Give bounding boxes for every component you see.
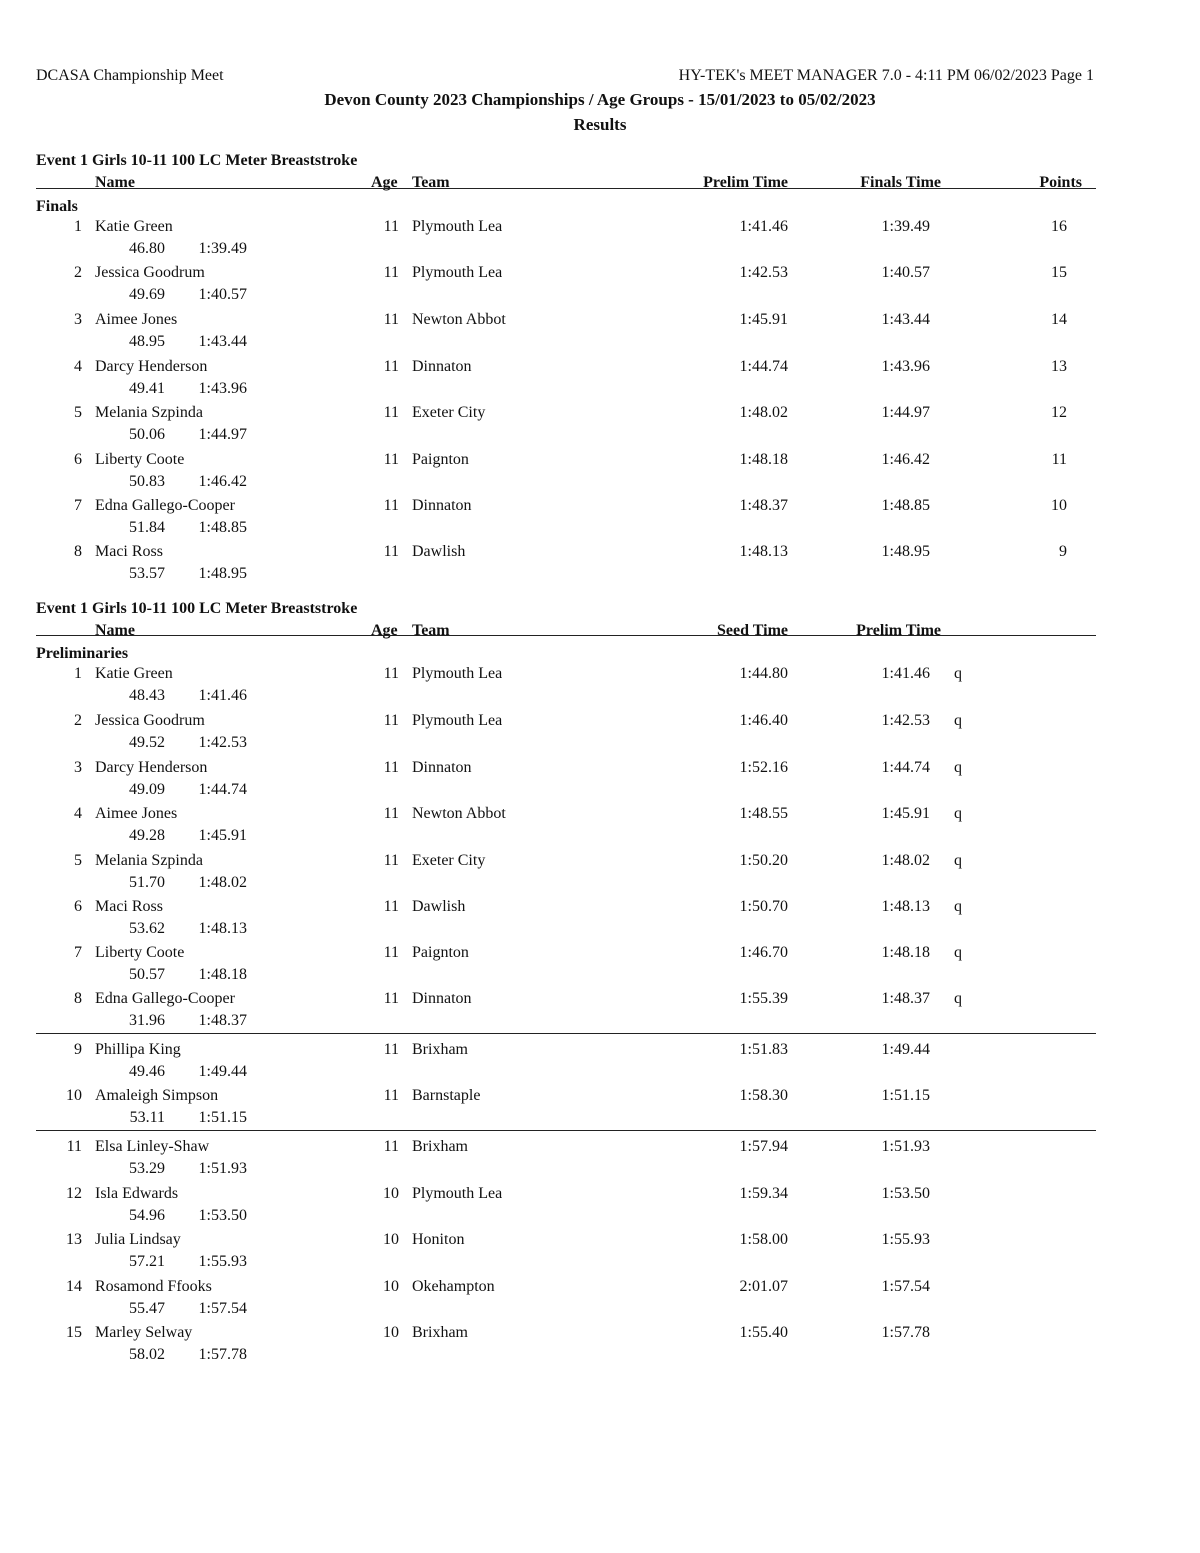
split-100m: 1:48.13 (198, 920, 247, 937)
team-name: Dinnaton (412, 759, 472, 776)
finals-col-time2: Finals Time (860, 174, 941, 191)
swimmer-name: Jessica Goodrum (95, 264, 205, 281)
split-50m: 49.46 (129, 1063, 165, 1080)
page-title: Devon County 2023 Championships / Age Groups - 15/01/2023 to 05/02/2023 (324, 90, 876, 109)
time-col-1: 1:45.91 (739, 311, 788, 328)
split-50m: 48.95 (129, 333, 165, 350)
team-name: Plymouth Lea (412, 1185, 503, 1202)
split-50m: 58.02 (129, 1346, 165, 1363)
qualifier-mark: q (954, 852, 962, 869)
swimmer-age: 11 (383, 990, 399, 1007)
prelims-header-rule (36, 635, 1096, 636)
qualifier-mark: q (954, 990, 962, 1007)
swimmer-age: 11 (383, 944, 399, 961)
time-col-2: 1:49.44 (881, 1041, 930, 1058)
time-col-1: 1:50.20 (739, 852, 788, 869)
time-col-1: 1:59.34 (739, 1185, 788, 1202)
team-name: Exeter City (412, 404, 486, 421)
split-50m: 49.28 (129, 827, 165, 844)
time-col-1: 1:51.83 (739, 1041, 788, 1058)
team-name: Newton Abbot (412, 805, 506, 822)
time-col-2: 1:43.44 (881, 311, 930, 328)
split-100m: 1:48.37 (198, 1012, 247, 1029)
split-100m: 1:49.44 (198, 1063, 247, 1080)
split-100m: 1:39.49 (198, 240, 247, 257)
finals-col-points: Points (1039, 174, 1082, 191)
swimmer-age: 10 (383, 1324, 399, 1341)
time-col-2: 1:48.95 (881, 543, 930, 560)
swimmer-age: 11 (383, 358, 399, 375)
points-value: 16 (1051, 218, 1067, 235)
time-col-1: 1:48.13 (739, 543, 788, 560)
split-50m: 49.69 (129, 286, 165, 303)
swimmer-name: Amaleigh Simpson (95, 1087, 219, 1104)
time-col-2: 1:48.13 (881, 898, 930, 915)
swimmer-name: Edna Gallego-Cooper (95, 990, 235, 1007)
split-100m: 1:46.42 (198, 473, 247, 490)
split-100m: 1:48.18 (198, 966, 247, 983)
place-number: 10 (66, 1087, 82, 1104)
place-number: 3 (74, 759, 82, 776)
split-100m: 1:44.74 (198, 781, 247, 798)
swimmer-age: 11 (383, 805, 399, 822)
prelims-col-time2: Prelim Time (856, 622, 941, 639)
software-stamp: HY-TEK's MEET MANAGER 7.0 - 4:11 PM 06/02/2023 Page 1 (678, 67, 1094, 84)
swimmer-name: Melania Szpinda (95, 852, 203, 869)
time-col-1: 1:58.30 (739, 1087, 788, 1104)
prelims-col-name: Name (95, 622, 135, 639)
swimmer-name: Aimee Jones (95, 805, 178, 822)
time-col-1: 1:52.16 (739, 759, 788, 776)
points-value: 11 (1051, 451, 1067, 468)
team-name: Dawlish (412, 543, 466, 560)
place-number: 7 (74, 944, 82, 961)
swimmer-age: 11 (383, 497, 399, 514)
split-50m: 49.41 (129, 380, 165, 397)
place-number: 1 (74, 218, 82, 235)
meet-name: DCASA Championship Meet (36, 67, 224, 84)
swimmer-name: Jessica Goodrum (95, 712, 205, 729)
final-b-cutoff-rule (36, 1130, 1096, 1131)
prelims-event-title: Event 1 Girls 10-11 100 LC Meter Breaststroke (36, 600, 358, 617)
swimmer-name: Aimee Jones (95, 311, 178, 328)
split-100m: 1:42.53 (198, 734, 247, 751)
place-number: 3 (74, 311, 82, 328)
split-50m: 49.09 (129, 781, 165, 798)
place-number: 8 (74, 990, 82, 1007)
swimmer-age: 11 (383, 404, 399, 421)
split-50m: 55.47 (129, 1300, 165, 1317)
swimmer-age: 11 (383, 218, 399, 235)
time-col-1: 1:50.70 (739, 898, 788, 915)
time-col-2: 1:39.49 (881, 218, 930, 235)
time-col-2: 1:45.91 (881, 805, 930, 822)
time-col-2: 1:51.15 (881, 1087, 930, 1104)
finals-col-time1: Prelim Time (703, 174, 788, 191)
time-col-1: 1:44.80 (739, 665, 788, 682)
team-name: Paignton (412, 451, 469, 468)
swimmer-age: 11 (383, 1138, 399, 1155)
split-50m: 50.06 (129, 426, 165, 443)
time-col-2: 1:57.54 (881, 1278, 930, 1295)
swimmer-age: 11 (383, 759, 399, 776)
time-col-2: 1:55.93 (881, 1231, 930, 1248)
place-number: 2 (74, 264, 82, 281)
qualifier-mark: q (954, 759, 962, 776)
swimmer-name: Julia Lindsay (95, 1231, 181, 1248)
qualifier-mark: q (954, 712, 962, 729)
time-col-2: 1:44.74 (881, 759, 930, 776)
split-100m: 1:48.85 (198, 519, 247, 536)
place-number: 5 (74, 404, 82, 421)
time-col-2: 1:57.78 (881, 1324, 930, 1341)
split-100m: 1:57.54 (198, 1300, 247, 1317)
swimmer-age: 11 (383, 264, 399, 281)
swimmer-name: Katie Green (95, 218, 173, 235)
points-value: 13 (1051, 358, 1067, 375)
swimmer-name: Isla Edwards (95, 1185, 179, 1202)
team-name: Plymouth Lea (412, 264, 503, 281)
finals-event-title: Event 1 Girls 10-11 100 LC Meter Breaststroke (36, 152, 358, 169)
swimmer-age: 11 (383, 543, 399, 560)
time-col-1: 1:46.40 (739, 712, 788, 729)
place-number: 7 (74, 497, 82, 514)
split-100m: 1:40.57 (198, 286, 247, 303)
place-number: 13 (66, 1231, 82, 1248)
team-name: Brixham (412, 1138, 468, 1155)
split-50m: 50.57 (129, 966, 165, 983)
time-col-2: 1:48.02 (881, 852, 930, 869)
time-col-1: 1:58.00 (739, 1231, 788, 1248)
swimmer-age: 11 (383, 665, 399, 682)
swimmer-name: Darcy Henderson (95, 759, 208, 776)
place-number: 1 (74, 665, 82, 682)
split-50m: 51.70 (129, 874, 165, 891)
place-number: 12 (66, 1185, 82, 1202)
points-value: 15 (1051, 264, 1067, 281)
split-50m: 57.21 (129, 1253, 165, 1270)
time-col-2: 1:46.42 (881, 451, 930, 468)
split-100m: 1:41.46 (198, 687, 247, 704)
place-number: 8 (74, 543, 82, 560)
split-100m: 1:45.91 (198, 827, 247, 844)
time-col-1: 2:01.07 (739, 1278, 788, 1295)
time-col-2: 1:40.57 (881, 264, 930, 281)
swimmer-age: 11 (383, 451, 399, 468)
team-name: Paignton (412, 944, 469, 961)
time-col-1: 1:44.74 (739, 358, 788, 375)
team-name: Brixham (412, 1041, 468, 1058)
prelims-col-team: Team (412, 622, 450, 639)
time-col-1: 1:55.40 (739, 1324, 788, 1341)
place-number: 2 (74, 712, 82, 729)
time-col-1: 1:55.39 (739, 990, 788, 1007)
qualifier-mark: q (954, 898, 962, 915)
swimmer-age: 11 (383, 898, 399, 915)
swimmer-age: 10 (383, 1185, 399, 1202)
split-100m: 1:44.97 (198, 426, 247, 443)
time-col-1: 1:46.70 (739, 944, 788, 961)
prelims-col-time1: Seed Time (717, 622, 788, 639)
team-name: Dinnaton (412, 990, 472, 1007)
time-col-2: 1:51.93 (881, 1138, 930, 1155)
swimmer-age: 11 (383, 852, 399, 869)
split-100m: 1:57.78 (198, 1346, 247, 1363)
finals-col-team: Team (412, 174, 450, 191)
qualifier-mark: q (954, 944, 962, 961)
swimmer-name: Melania Szpinda (95, 404, 203, 421)
swimmer-name: Maci Ross (95, 898, 163, 915)
split-100m: 1:43.44 (198, 333, 247, 350)
swimmer-name: Edna Gallego-Cooper (95, 497, 235, 514)
time-col-2: 1:42.53 (881, 712, 930, 729)
team-name: Brixham (412, 1324, 468, 1341)
split-50m: 54.96 (129, 1207, 165, 1224)
swimmer-age: 10 (383, 1231, 399, 1248)
place-number: 15 (66, 1324, 82, 1341)
place-number: 5 (74, 852, 82, 869)
time-col-1: 1:41.46 (739, 218, 788, 235)
qualifier-mark: q (954, 665, 962, 682)
team-name: Honiton (412, 1231, 465, 1248)
split-50m: 53.62 (129, 920, 165, 937)
finals-col-age: Age (371, 174, 398, 191)
time-col-2: 1:44.97 (881, 404, 930, 421)
time-col-2: 1:48.18 (881, 944, 930, 961)
split-50m: 49.52 (129, 734, 165, 751)
swimmer-name: Liberty Coote (95, 944, 185, 961)
split-100m: 1:48.02 (198, 874, 247, 891)
team-name: Dinnaton (412, 497, 472, 514)
swimmer-age: 11 (383, 1041, 399, 1058)
team-name: Plymouth Lea (412, 218, 503, 235)
team-name: Dinnaton (412, 358, 472, 375)
final-a-cutoff-rule (36, 1033, 1096, 1034)
team-name: Newton Abbot (412, 311, 506, 328)
time-col-2: 1:48.37 (881, 990, 930, 1007)
time-col-2: 1:53.50 (881, 1185, 930, 1202)
split-50m: 51.84 (129, 519, 165, 536)
swimmer-name: Rosamond Ffooks (95, 1278, 212, 1295)
place-number: 11 (66, 1138, 82, 1155)
place-number: 14 (66, 1278, 82, 1295)
swimmer-age: 11 (383, 311, 399, 328)
team-name: Barnstaple (412, 1087, 481, 1104)
swimmer-name: Maci Ross (95, 543, 163, 560)
points-value: 9 (1059, 543, 1067, 560)
place-number: 4 (74, 805, 82, 822)
swimmer-age: 11 (383, 712, 399, 729)
team-name: Okehampton (412, 1278, 495, 1295)
place-number: 6 (74, 898, 82, 915)
split-100m: 1:51.93 (198, 1160, 247, 1177)
time-col-1: 1:42.53 (739, 264, 788, 281)
points-value: 14 (1051, 311, 1067, 328)
split-50m: 48.43 (129, 687, 165, 704)
finals-col-name: Name (95, 174, 135, 191)
split-100m: 1:53.50 (198, 1207, 247, 1224)
swimmer-name: Phillipa King (95, 1041, 181, 1058)
place-number: 6 (74, 451, 82, 468)
team-name: Dawlish (412, 898, 466, 915)
time-col-1: 1:57.94 (739, 1138, 788, 1155)
finals-section-label: Finals (36, 198, 78, 215)
split-50m: 53.57 (129, 565, 165, 582)
swimmer-name: Elsa Linley-Shaw (95, 1138, 210, 1155)
finals-header-rule (36, 188, 1096, 189)
split-50m: 53.29 (129, 1160, 165, 1177)
page-subtitle: Results (573, 115, 627, 134)
swimmer-name: Darcy Henderson (95, 358, 208, 375)
time-col-1: 1:48.37 (739, 497, 788, 514)
split-100m: 1:43.96 (198, 380, 247, 397)
points-value: 10 (1051, 497, 1067, 514)
place-number: 4 (74, 358, 82, 375)
prelims-col-age: Age (371, 622, 398, 639)
team-name: Plymouth Lea (412, 665, 503, 682)
qualifier-mark: q (954, 805, 962, 822)
split-100m: 1:48.95 (198, 565, 247, 582)
time-col-1: 1:48.02 (739, 404, 788, 421)
time-col-2: 1:48.85 (881, 497, 930, 514)
swimmer-name: Liberty Coote (95, 451, 185, 468)
split-100m: 1:51.15 (198, 1109, 247, 1126)
time-col-1: 1:48.18 (739, 451, 788, 468)
time-col-2: 1:41.46 (881, 665, 930, 682)
split-100m: 1:55.93 (198, 1253, 247, 1270)
split-50m: 50.83 (129, 473, 165, 490)
swimmer-name: Katie Green (95, 665, 173, 682)
points-value: 12 (1051, 404, 1067, 421)
swimmer-age: 11 (383, 1087, 399, 1104)
team-name: Plymouth Lea (412, 712, 503, 729)
swimmer-name: Marley Selway (95, 1324, 193, 1341)
place-number: 9 (74, 1041, 82, 1058)
prelims-section-label: Preliminaries (36, 645, 129, 662)
team-name: Exeter City (412, 852, 486, 869)
time-col-1: 1:48.55 (739, 805, 788, 822)
split-50m: 46.80 (129, 240, 165, 257)
split-50m: 53.11 (129, 1109, 165, 1126)
split-50m: 31.96 (129, 1012, 165, 1029)
swimmer-age: 10 (383, 1278, 399, 1295)
time-col-2: 1:43.96 (881, 358, 930, 375)
